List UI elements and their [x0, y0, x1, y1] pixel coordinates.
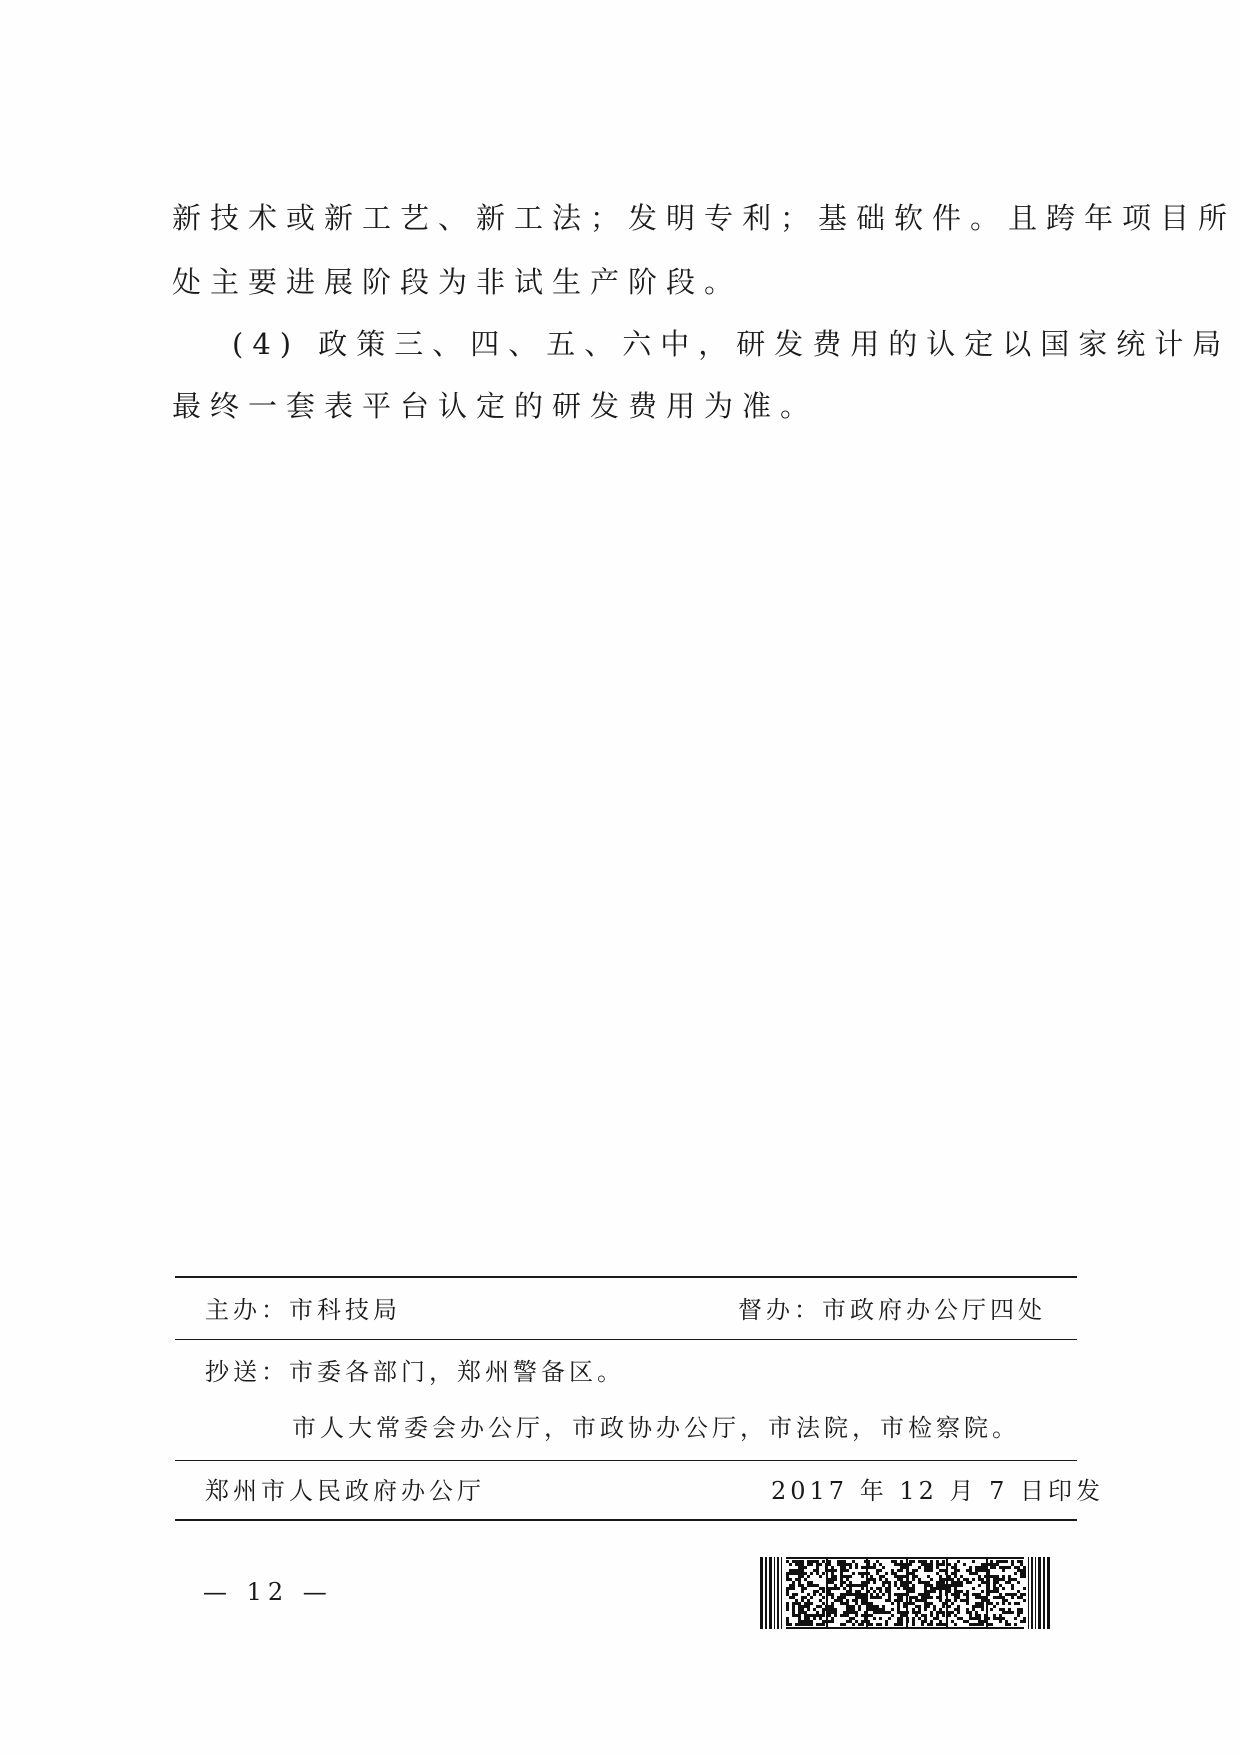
- supervisor-text: 督办：市政府办公厅四处: [738, 1296, 1046, 1324]
- cc-text-line-2: 市人大常委会办公厅，市政协办公厅，市法院，市检察院。: [292, 1414, 1020, 1442]
- footer-top-rule: [175, 1276, 1077, 1278]
- issuer-text: 郑州市人民政府办公厅: [205, 1477, 485, 1505]
- 2d-barcode-icon: [760, 1557, 1052, 1629]
- footer-divider-2: [175, 1460, 1077, 1461]
- body-paragraph-line-4: 最终一套表平台认定的研发费用为准。: [172, 389, 819, 423]
- issue-date-text: 2017 年 12 月 7 日印发: [771, 1477, 1105, 1505]
- footer-divider-1: [175, 1339, 1077, 1340]
- body-paragraph-line-3: (4) 政策三、四、五、六中，研发费用的认定以国家统计局: [232, 327, 1231, 361]
- page-number: — 12 —: [203, 1578, 333, 1606]
- body-paragraph-line-2: 处主要进展阶段为非试生产阶段。: [172, 265, 743, 299]
- cc-text-line-1: 抄送：市委各部门，郑州警备区。: [205, 1358, 625, 1386]
- footer-bottom-rule: [175, 1519, 1077, 1521]
- sponsor-text: 主办：市科技局: [205, 1296, 401, 1324]
- body-paragraph-line-1: 新技术或新工艺、新工法；发明专利；基础软件。且跨年项目所: [172, 201, 1237, 235]
